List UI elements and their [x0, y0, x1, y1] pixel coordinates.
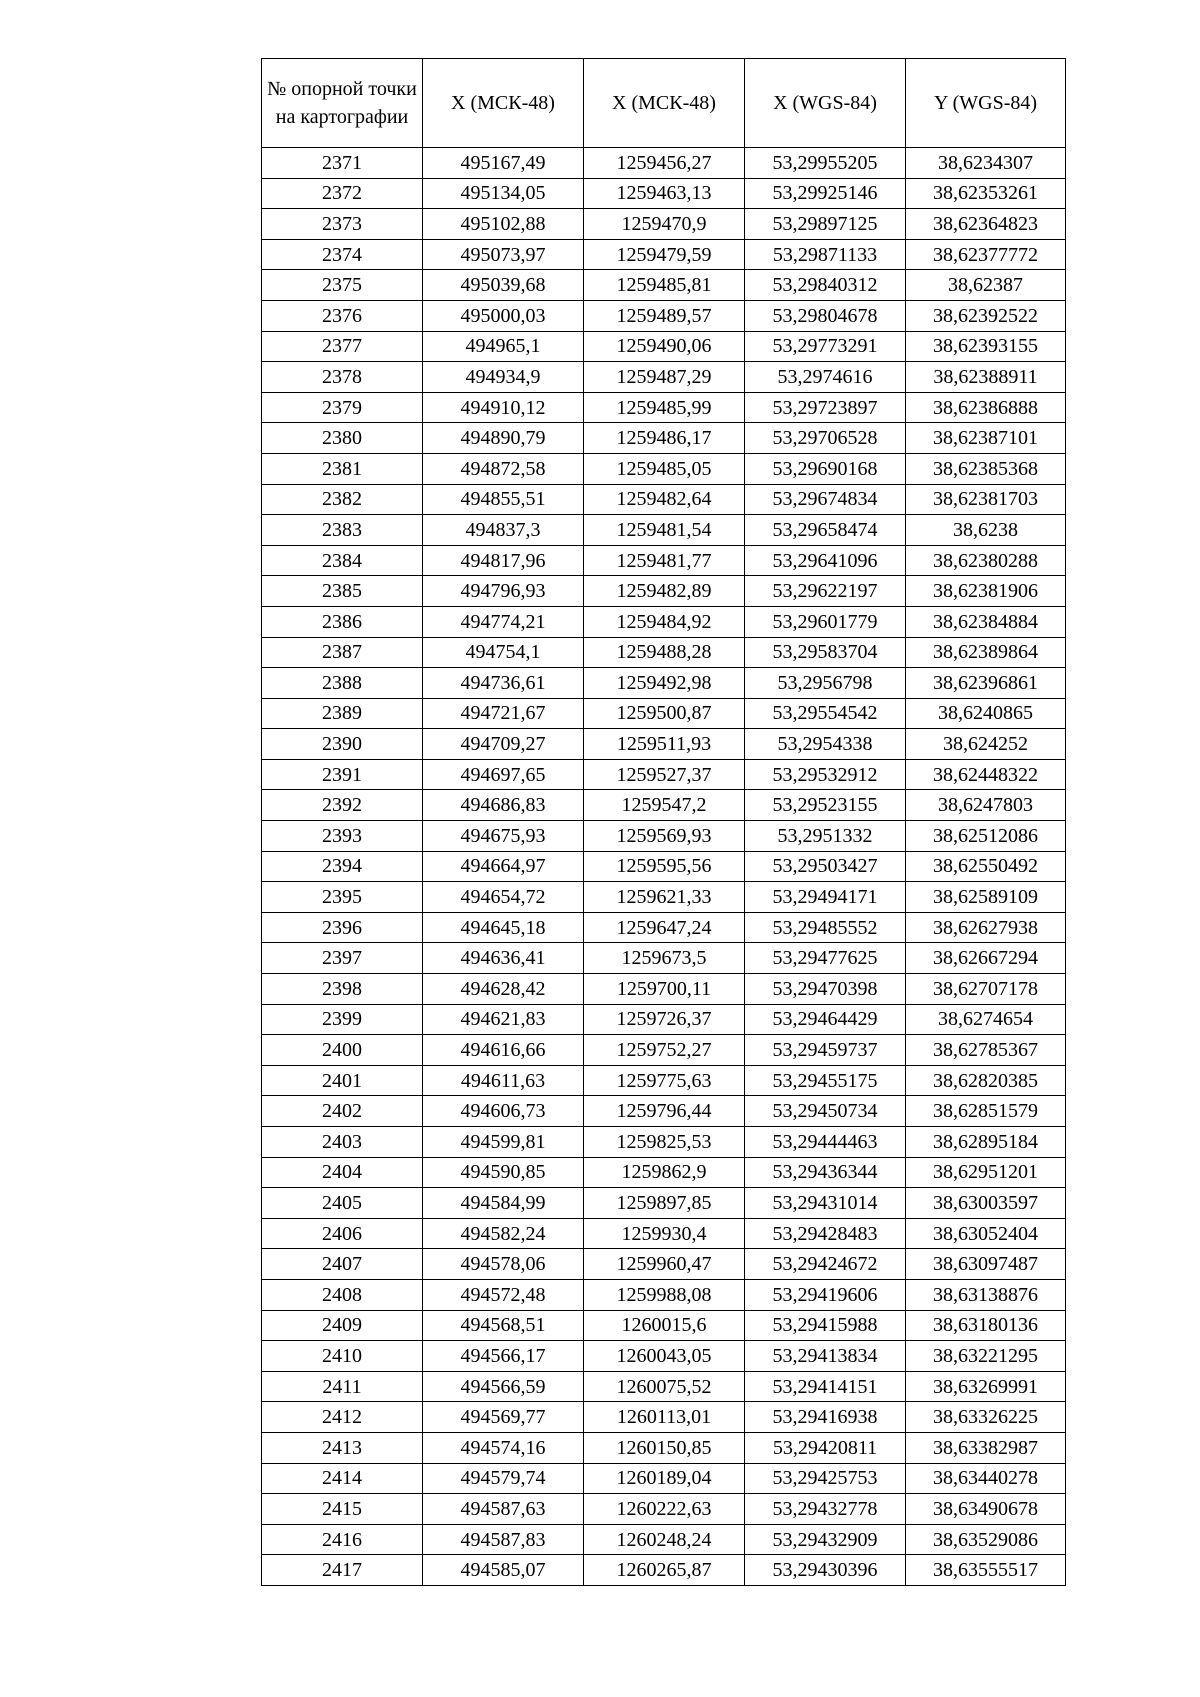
cell-x-wgs84: 53,29424672	[745, 1249, 906, 1280]
cell-x-msk48-second: 1259485,81	[584, 270, 745, 301]
cell-x-msk48: 495039,68	[423, 270, 584, 301]
cell-y-wgs84: 38,62381906	[906, 576, 1066, 607]
cell-x-msk48: 494817,96	[423, 545, 584, 576]
table-row	[262, 1310, 1066, 1341]
cell-x-msk48: 494654,72	[423, 882, 584, 913]
cell-x-wgs84: 53,29436344	[745, 1157, 906, 1188]
cell-point-number: 2380	[262, 423, 423, 454]
table-row	[262, 178, 1066, 209]
cell-x-wgs84: 53,29955205	[745, 148, 906, 179]
cell-y-wgs84: 38,63138876	[906, 1279, 1066, 1310]
cell-x-msk48: 494872,58	[423, 453, 584, 484]
cell-point-number: 2382	[262, 484, 423, 515]
cell-y-wgs84: 38,63490678	[906, 1494, 1066, 1525]
cell-x-msk48-second: 1259752,27	[584, 1035, 745, 1066]
table-row	[262, 1004, 1066, 1035]
cell-x-wgs84: 53,29690168	[745, 453, 906, 484]
table-row	[262, 1371, 1066, 1402]
cell-x-msk48-second: 1259481,77	[584, 545, 745, 576]
cell-x-msk48-second: 1260075,52	[584, 1371, 745, 1402]
cell-x-msk48-second: 1259470,9	[584, 209, 745, 240]
cell-x-wgs84: 53,29455175	[745, 1065, 906, 1096]
cell-point-number: 2412	[262, 1402, 423, 1433]
cell-x-msk48-second: 1259897,85	[584, 1188, 745, 1219]
table-row	[262, 1524, 1066, 1555]
cell-x-msk48: 494572,48	[423, 1279, 584, 1310]
cell-point-number: 2376	[262, 300, 423, 331]
cell-x-msk48-second: 1260222,63	[584, 1494, 745, 1525]
cell-x-msk48: 494675,93	[423, 821, 584, 852]
table-row	[262, 729, 1066, 760]
table-row	[262, 1188, 1066, 1219]
cell-x-msk48-second: 1259481,54	[584, 515, 745, 546]
cell-x-wgs84: 53,29444463	[745, 1127, 906, 1158]
table-row	[262, 1249, 1066, 1280]
table-body	[262, 148, 1066, 1586]
cell-x-msk48: 494616,66	[423, 1035, 584, 1066]
table-row	[262, 1218, 1066, 1249]
cell-point-number: 2378	[262, 362, 423, 393]
table-row	[262, 1035, 1066, 1066]
cell-point-number: 2394	[262, 851, 423, 882]
cell-point-number: 2390	[262, 729, 423, 760]
table-row	[262, 1341, 1066, 1372]
cell-y-wgs84: 38,62589109	[906, 882, 1066, 913]
cell-x-msk48-second: 1259775,63	[584, 1065, 745, 1096]
cell-y-wgs84: 38,63052404	[906, 1218, 1066, 1249]
cell-y-wgs84: 38,62385368	[906, 453, 1066, 484]
cell-point-number: 2396	[262, 912, 423, 943]
cell-point-number: 2379	[262, 392, 423, 423]
cell-x-wgs84: 53,29840312	[745, 270, 906, 301]
cell-x-msk48-second: 1259547,2	[584, 790, 745, 821]
cell-x-msk48-second: 1259479,59	[584, 239, 745, 270]
table-row	[262, 545, 1066, 576]
cell-point-number: 2381	[262, 453, 423, 484]
table-row	[262, 1279, 1066, 1310]
cell-x-msk48: 494965,1	[423, 331, 584, 362]
cell-x-msk48-second: 1260248,24	[584, 1524, 745, 1555]
table-header	[262, 59, 1066, 148]
cell-point-number: 2388	[262, 668, 423, 699]
cell-x-wgs84: 53,29804678	[745, 300, 906, 331]
cell-y-wgs84: 38,63003597	[906, 1188, 1066, 1219]
cell-point-number: 2414	[262, 1463, 423, 1494]
cell-point-number: 2397	[262, 943, 423, 974]
table-row	[262, 1402, 1066, 1433]
cell-point-number: 2387	[262, 637, 423, 668]
cell-x-msk48: 494590,85	[423, 1157, 584, 1188]
cell-point-number: 2400	[262, 1035, 423, 1066]
cell-y-wgs84: 38,63440278	[906, 1463, 1066, 1494]
cell-x-msk48: 495102,88	[423, 209, 584, 240]
cell-x-msk48-second: 1259463,13	[584, 178, 745, 209]
cell-y-wgs84: 38,6238	[906, 515, 1066, 546]
cell-y-wgs84: 38,62785367	[906, 1035, 1066, 1066]
header-y-wgs84: Y (WGS-84)	[906, 59, 1066, 148]
cell-x-wgs84: 53,29415988	[745, 1310, 906, 1341]
cell-y-wgs84: 38,63097487	[906, 1249, 1066, 1280]
table-row	[262, 576, 1066, 607]
cell-y-wgs84: 38,62377772	[906, 239, 1066, 270]
cell-x-msk48-second: 1260150,85	[584, 1432, 745, 1463]
table-row	[262, 759, 1066, 790]
cell-x-wgs84: 53,29622197	[745, 576, 906, 607]
cell-y-wgs84: 38,62381703	[906, 484, 1066, 515]
cell-x-wgs84: 53,29485552	[745, 912, 906, 943]
cell-x-msk48-second: 1259825,53	[584, 1127, 745, 1158]
cell-point-number: 2391	[262, 759, 423, 790]
cell-y-wgs84: 38,63529086	[906, 1524, 1066, 1555]
cell-y-wgs84: 38,62392522	[906, 300, 1066, 331]
cell-x-wgs84: 53,2954338	[745, 729, 906, 760]
cell-y-wgs84: 38,62820385	[906, 1065, 1066, 1096]
header-row	[262, 59, 1066, 148]
table-row	[262, 148, 1066, 179]
cell-y-wgs84: 38,62386888	[906, 392, 1066, 423]
table-row	[262, 943, 1066, 974]
cell-point-number: 2371	[262, 148, 423, 179]
cell-x-msk48-second: 1259511,93	[584, 729, 745, 760]
cell-y-wgs84: 38,63180136	[906, 1310, 1066, 1341]
cell-y-wgs84: 38,62387101	[906, 423, 1066, 454]
cell-x-wgs84: 53,2951332	[745, 821, 906, 852]
cell-x-msk48-second: 1259456,27	[584, 148, 745, 179]
cell-x-msk48: 494569,77	[423, 1402, 584, 1433]
cell-x-wgs84: 53,29641096	[745, 545, 906, 576]
cell-point-number: 2416	[262, 1524, 423, 1555]
table-row	[262, 1555, 1066, 1586]
cell-x-msk48-second: 1259489,57	[584, 300, 745, 331]
table-row	[262, 515, 1066, 546]
cell-x-msk48: 494664,97	[423, 851, 584, 882]
cell-y-wgs84: 38,63326225	[906, 1402, 1066, 1433]
cell-point-number: 2405	[262, 1188, 423, 1219]
cell-x-wgs84: 53,29430396	[745, 1555, 906, 1586]
cell-x-wgs84: 53,29706528	[745, 423, 906, 454]
table-row	[262, 606, 1066, 637]
cell-x-msk48: 495167,49	[423, 148, 584, 179]
cell-x-wgs84: 53,29428483	[745, 1218, 906, 1249]
table-row	[262, 1065, 1066, 1096]
cell-x-wgs84: 53,29464429	[745, 1004, 906, 1035]
cell-point-number: 2408	[262, 1279, 423, 1310]
cell-x-msk48-second: 1259960,47	[584, 1249, 745, 1280]
cell-y-wgs84: 38,6234307	[906, 148, 1066, 179]
cell-x-wgs84: 53,29416938	[745, 1402, 906, 1433]
cell-x-msk48-second: 1260265,87	[584, 1555, 745, 1586]
cell-x-wgs84: 53,29420811	[745, 1432, 906, 1463]
cell-x-msk48: 494584,99	[423, 1188, 584, 1219]
cell-x-wgs84: 53,29431014	[745, 1188, 906, 1219]
cell-y-wgs84: 38,6240865	[906, 698, 1066, 729]
cell-x-msk48: 494611,63	[423, 1065, 584, 1096]
table-row	[262, 1096, 1066, 1127]
cell-y-wgs84: 38,62380288	[906, 545, 1066, 576]
cell-point-number: 2389	[262, 698, 423, 729]
cell-point-number: 2375	[262, 270, 423, 301]
cell-x-msk48-second: 1259482,89	[584, 576, 745, 607]
cell-point-number: 2385	[262, 576, 423, 607]
cell-y-wgs84: 38,62627938	[906, 912, 1066, 943]
cell-point-number: 2406	[262, 1218, 423, 1249]
cell-x-msk48: 494566,59	[423, 1371, 584, 1402]
cell-point-number: 2373	[262, 209, 423, 240]
table-row	[262, 300, 1066, 331]
cell-x-wgs84: 53,29674834	[745, 484, 906, 515]
cell-point-number: 2401	[262, 1065, 423, 1096]
cell-point-number: 2377	[262, 331, 423, 362]
cell-x-wgs84: 53,29773291	[745, 331, 906, 362]
table-row	[262, 790, 1066, 821]
cell-x-wgs84: 53,29503427	[745, 851, 906, 882]
cell-x-wgs84: 53,29419606	[745, 1279, 906, 1310]
cell-x-msk48: 495000,03	[423, 300, 584, 331]
cell-x-msk48: 494628,42	[423, 974, 584, 1005]
cell-x-msk48: 494636,41	[423, 943, 584, 974]
cell-x-wgs84: 53,2956798	[745, 668, 906, 699]
table-row	[262, 821, 1066, 852]
cell-x-msk48-second: 1259621,33	[584, 882, 745, 913]
cell-point-number: 2403	[262, 1127, 423, 1158]
cell-x-wgs84: 53,29450734	[745, 1096, 906, 1127]
cell-x-wgs84: 53,29925146	[745, 178, 906, 209]
cell-x-wgs84: 53,29470398	[745, 974, 906, 1005]
cell-y-wgs84: 38,62707178	[906, 974, 1066, 1005]
cell-x-msk48-second: 1259527,37	[584, 759, 745, 790]
cell-x-msk48: 494582,24	[423, 1218, 584, 1249]
cell-x-wgs84: 53,29532912	[745, 759, 906, 790]
table-row	[262, 484, 1066, 515]
table-row	[262, 331, 1066, 362]
cell-point-number: 2402	[262, 1096, 423, 1127]
table-row	[262, 698, 1066, 729]
table-row	[262, 882, 1066, 913]
table-row	[262, 423, 1066, 454]
cell-x-msk48-second: 1259485,99	[584, 392, 745, 423]
cell-point-number: 2395	[262, 882, 423, 913]
cell-x-msk48-second: 1259492,98	[584, 668, 745, 699]
cell-y-wgs84: 38,6274654	[906, 1004, 1066, 1035]
cell-point-number: 2372	[262, 178, 423, 209]
cell-point-number: 2413	[262, 1432, 423, 1463]
header-x-msk48-second: X (МСК-48)	[584, 59, 745, 148]
cell-x-msk48: 495134,05	[423, 178, 584, 209]
cell-x-msk48-second: 1260189,04	[584, 1463, 745, 1494]
header-point-number: № опорной точки на картографии	[262, 59, 423, 148]
cell-y-wgs84: 38,62895184	[906, 1127, 1066, 1158]
cell-x-wgs84: 53,29601779	[745, 606, 906, 637]
cell-y-wgs84: 38,62364823	[906, 209, 1066, 240]
cell-y-wgs84: 38,62384884	[906, 606, 1066, 637]
cell-point-number: 2399	[262, 1004, 423, 1035]
cell-x-msk48: 494566,17	[423, 1341, 584, 1372]
cell-y-wgs84: 38,63269991	[906, 1371, 1066, 1402]
cell-x-msk48: 494796,93	[423, 576, 584, 607]
table-row	[262, 1463, 1066, 1494]
cell-y-wgs84: 38,62851579	[906, 1096, 1066, 1127]
cell-point-number: 2386	[262, 606, 423, 637]
cell-x-msk48: 494579,74	[423, 1463, 584, 1494]
cell-point-number: 2415	[262, 1494, 423, 1525]
cell-x-msk48: 494855,51	[423, 484, 584, 515]
cell-x-msk48: 494910,12	[423, 392, 584, 423]
cell-x-wgs84: 53,29432909	[745, 1524, 906, 1555]
table-row	[262, 637, 1066, 668]
cell-point-number: 2417	[262, 1555, 423, 1586]
cell-point-number: 2409	[262, 1310, 423, 1341]
cell-x-msk48: 494574,16	[423, 1432, 584, 1463]
table-row	[262, 1127, 1066, 1158]
cell-point-number: 2407	[262, 1249, 423, 1280]
cell-y-wgs84: 38,624252	[906, 729, 1066, 760]
table-row	[262, 1157, 1066, 1188]
cell-y-wgs84: 38,62396861	[906, 668, 1066, 699]
cell-point-number: 2374	[262, 239, 423, 270]
cell-x-msk48: 494890,79	[423, 423, 584, 454]
cell-x-msk48: 494837,3	[423, 515, 584, 546]
cell-x-wgs84: 53,29523155	[745, 790, 906, 821]
cell-y-wgs84: 38,63555517	[906, 1555, 1066, 1586]
table-row	[262, 1494, 1066, 1525]
cell-y-wgs84: 38,62512086	[906, 821, 1066, 852]
cell-x-wgs84: 53,29897125	[745, 209, 906, 240]
cell-x-wgs84: 53,29477625	[745, 943, 906, 974]
table-row	[262, 912, 1066, 943]
cell-x-wgs84: 53,29432778	[745, 1494, 906, 1525]
coordinates-table	[261, 58, 1066, 1586]
cell-x-msk48: 494736,61	[423, 668, 584, 699]
cell-x-msk48-second: 1259488,28	[584, 637, 745, 668]
cell-x-msk48-second: 1259726,37	[584, 1004, 745, 1035]
cell-x-msk48: 494709,27	[423, 729, 584, 760]
cell-x-wgs84: 53,29658474	[745, 515, 906, 546]
cell-x-msk48-second: 1259486,17	[584, 423, 745, 454]
cell-y-wgs84: 38,63221295	[906, 1341, 1066, 1372]
cell-x-wgs84: 53,2974616	[745, 362, 906, 393]
table-row	[262, 270, 1066, 301]
cell-x-msk48-second: 1260015,6	[584, 1310, 745, 1341]
cell-x-msk48-second: 1259569,93	[584, 821, 745, 852]
cell-y-wgs84: 38,63382987	[906, 1432, 1066, 1463]
cell-x-msk48: 494568,51	[423, 1310, 584, 1341]
cell-x-wgs84: 53,29871133	[745, 239, 906, 270]
cell-x-wgs84: 53,29425753	[745, 1463, 906, 1494]
cell-x-wgs84: 53,29414151	[745, 1371, 906, 1402]
cell-x-msk48: 494774,21	[423, 606, 584, 637]
table-row	[262, 392, 1066, 423]
table-row	[262, 668, 1066, 699]
cell-x-msk48: 494686,83	[423, 790, 584, 821]
table-row	[262, 362, 1066, 393]
cell-x-msk48-second: 1260043,05	[584, 1341, 745, 1372]
cell-x-msk48-second: 1259484,92	[584, 606, 745, 637]
cell-y-wgs84: 38,62667294	[906, 943, 1066, 974]
cell-point-number: 2404	[262, 1157, 423, 1188]
cell-x-msk48-second: 1259988,08	[584, 1279, 745, 1310]
table-row	[262, 1432, 1066, 1463]
cell-x-msk48: 495073,97	[423, 239, 584, 270]
cell-x-msk48-second: 1259500,87	[584, 698, 745, 729]
cell-x-msk48: 494585,07	[423, 1555, 584, 1586]
cell-y-wgs84: 38,62389864	[906, 637, 1066, 668]
table-row	[262, 974, 1066, 1005]
cell-x-msk48-second: 1259482,64	[584, 484, 745, 515]
cell-x-msk48-second: 1259796,44	[584, 1096, 745, 1127]
cell-x-msk48-second: 1259487,29	[584, 362, 745, 393]
cell-x-msk48-second: 1259490,06	[584, 331, 745, 362]
cell-x-wgs84: 53,29723897	[745, 392, 906, 423]
header-x-wgs84: X (WGS-84)	[745, 59, 906, 148]
cell-x-msk48: 494754,1	[423, 637, 584, 668]
cell-point-number: 2393	[262, 821, 423, 852]
cell-x-msk48-second: 1259862,9	[584, 1157, 745, 1188]
cell-x-msk48: 494578,06	[423, 1249, 584, 1280]
cell-x-msk48: 494599,81	[423, 1127, 584, 1158]
cell-x-msk48-second: 1259647,24	[584, 912, 745, 943]
cell-x-msk48: 494587,63	[423, 1494, 584, 1525]
table-row	[262, 209, 1066, 240]
cell-x-msk48-second: 1259700,11	[584, 974, 745, 1005]
cell-x-msk48-second: 1259595,56	[584, 851, 745, 882]
cell-point-number: 2411	[262, 1371, 423, 1402]
cell-x-wgs84: 53,29494171	[745, 882, 906, 913]
cell-x-msk48-second: 1259930,4	[584, 1218, 745, 1249]
table-row	[262, 239, 1066, 270]
cell-x-msk48: 494587,83	[423, 1524, 584, 1555]
cell-x-msk48-second: 1259485,05	[584, 453, 745, 484]
cell-x-msk48-second: 1260113,01	[584, 1402, 745, 1433]
cell-y-wgs84: 38,62387	[906, 270, 1066, 301]
header-x-msk48: X (МСК-48)	[423, 59, 584, 148]
cell-y-wgs84: 38,62388911	[906, 362, 1066, 393]
cell-x-wgs84: 53,29583704	[745, 637, 906, 668]
cell-y-wgs84: 38,62353261	[906, 178, 1066, 209]
cell-point-number: 2398	[262, 974, 423, 1005]
cell-x-wgs84: 53,29554542	[745, 698, 906, 729]
cell-y-wgs84: 38,62448322	[906, 759, 1066, 790]
cell-x-msk48: 494621,83	[423, 1004, 584, 1035]
cell-point-number: 2410	[262, 1341, 423, 1372]
cell-point-number: 2383	[262, 515, 423, 546]
cell-point-number: 2384	[262, 545, 423, 576]
cell-x-wgs84: 53,29413834	[745, 1341, 906, 1372]
cell-x-msk48: 494697,65	[423, 759, 584, 790]
cell-x-msk48: 494645,18	[423, 912, 584, 943]
cell-point-number: 2392	[262, 790, 423, 821]
cell-x-msk48-second: 1259673,5	[584, 943, 745, 974]
cell-y-wgs84: 38,62550492	[906, 851, 1066, 882]
cell-x-msk48: 494934,9	[423, 362, 584, 393]
cell-x-wgs84: 53,29459737	[745, 1035, 906, 1066]
table-row	[262, 453, 1066, 484]
cell-x-msk48: 494606,73	[423, 1096, 584, 1127]
cell-y-wgs84: 38,62393155	[906, 331, 1066, 362]
table-row	[262, 851, 1066, 882]
cell-y-wgs84: 38,6247803	[906, 790, 1066, 821]
cell-x-msk48: 494721,67	[423, 698, 584, 729]
cell-y-wgs84: 38,62951201	[906, 1157, 1066, 1188]
